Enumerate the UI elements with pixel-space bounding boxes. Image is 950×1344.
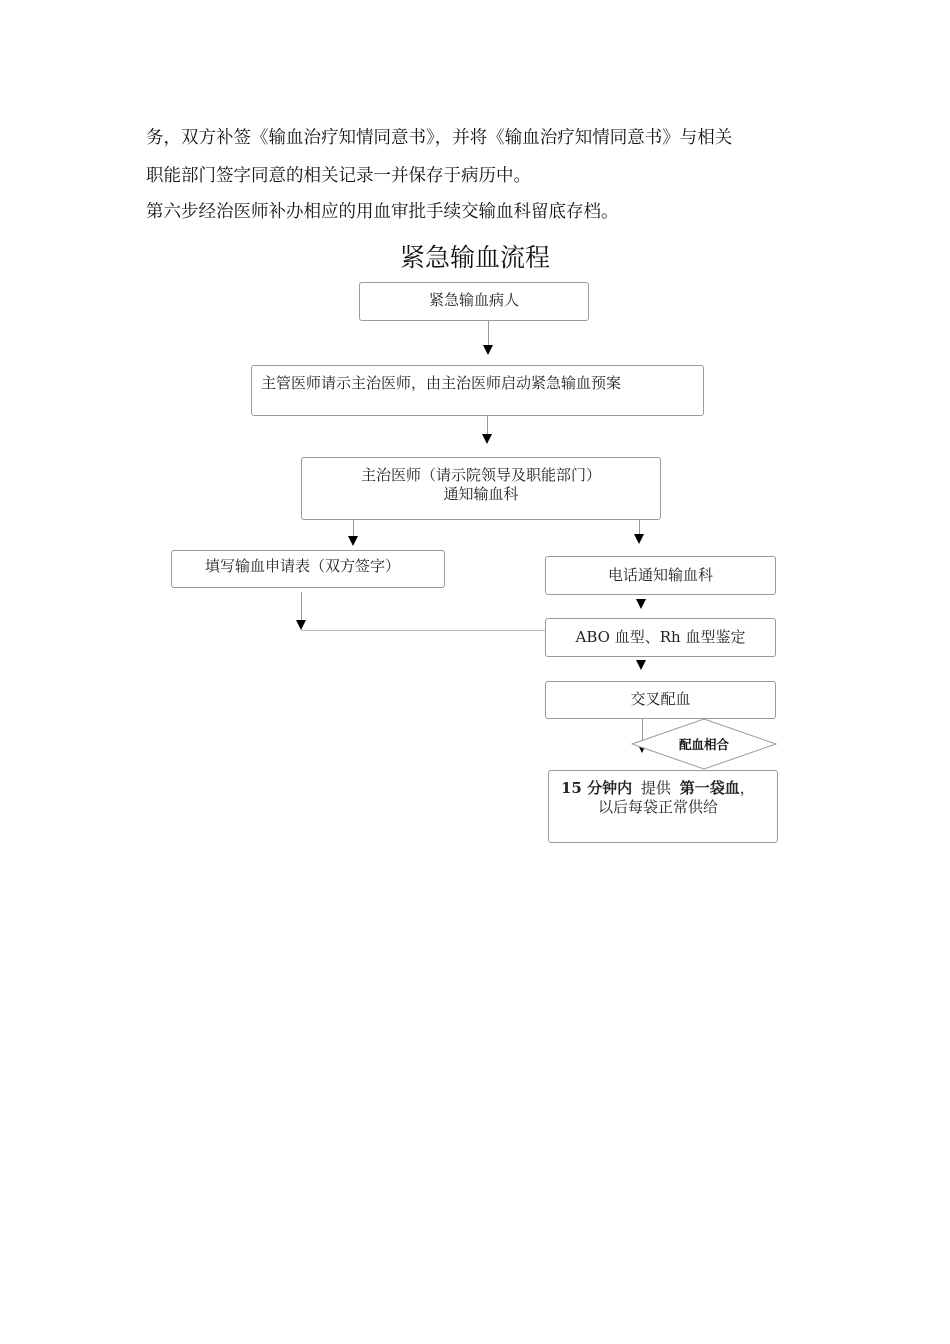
step-notify-line-2: 通知输血科 <box>443 485 519 503</box>
step-emergency-patient <box>359 282 589 321</box>
arrow-down-icon <box>636 599 646 609</box>
step-blood-typing <box>545 618 776 657</box>
final-line-2: 以后每袋正常供给 <box>598 798 719 816</box>
step-cross-match-label: 交叉配血 <box>630 690 691 708</box>
step-cross-match <box>545 681 776 719</box>
connector-1 <box>488 321 489 345</box>
body-text-line-2: 职能部门签字同意的相关记录一并保存于病历中。 <box>146 166 531 186</box>
connector-left-branch <box>353 520 354 536</box>
step-phone-notify-label: 电话通知输血科 <box>607 566 713 584</box>
step-blood-typing-label: ABO 血型、Rh 血型鉴定 <box>575 628 746 646</box>
step-phone-notify <box>545 556 776 595</box>
connector-left-horizontal <box>301 630 545 631</box>
body-text-line-3: 第六步经治医师补办相应的用血审批手续交输血科留底存档。 <box>146 202 619 222</box>
arrow-down-icon <box>348 536 358 546</box>
arrow-down-icon <box>634 534 644 544</box>
arrow-down-icon <box>636 660 646 670</box>
step-attending-request <box>251 365 704 416</box>
final-line-1 <box>561 779 777 798</box>
step-notify-blood-bank <box>301 457 661 520</box>
final-comma: ， <box>739 779 755 797</box>
body-text-line-1: 务，双方补签《输血治疗知情同意书》，并将《输血治疗知情同意书》与相关 <box>146 128 733 148</box>
connector-left-down <box>301 592 302 620</box>
step-notify-line-1: 主治医师（请示院领导及职能部门） <box>360 466 601 484</box>
connector-right-branch <box>639 520 640 534</box>
decision-diamond <box>631 718 777 770</box>
arrow-down-icon <box>296 620 306 630</box>
final-first-bag-bold: 第一袋血 <box>679 779 740 797</box>
step-emergency-patient-label: 紧急输血病人 <box>428 291 519 309</box>
connector-2 <box>487 416 488 434</box>
step-fill-application-label: 填写输血申请表（双方签字） <box>205 557 401 575</box>
arrow-down-icon <box>482 434 492 444</box>
step-fill-application <box>171 550 445 588</box>
decision-label: 配血相合 <box>678 737 730 752</box>
final-time-bold: 15 分钟内 <box>561 779 633 797</box>
arrow-down-icon <box>483 345 493 355</box>
final-provide-text: 提供 <box>640 779 671 797</box>
flowchart-title: 紧急输血流程 <box>399 243 550 272</box>
step-attending-request-label: 主管医师请示主治医师，由主治医师启动紧急输血预案 <box>261 374 622 392</box>
step-provide-blood <box>548 770 778 843</box>
